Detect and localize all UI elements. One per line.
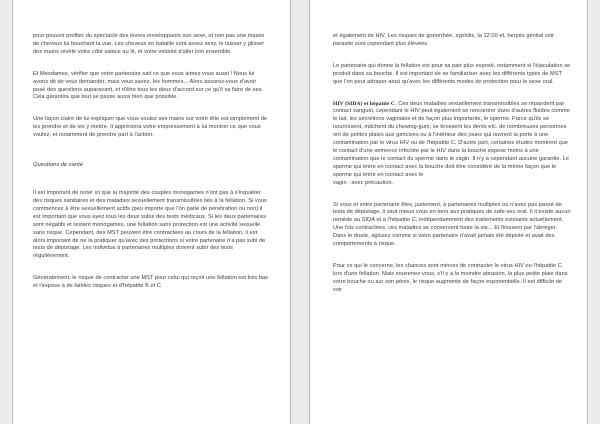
paragraph: Le partenaire qui donne la fellation est pour sa part plus exposé, notamment si l'éjaculation se produit dans sa bouche. Il est important de se familiariser avec les différents types de MST que l'on peut attraper ainsi qu'avec les différents modes de protection pour le sexe oral. [333, 62, 571, 85]
left-page [12, 0, 291, 424]
paragraph: Et Mesdames, vérifier que votre partenaire sait ce que vous aimez vous aussi ! Nous lui avons dit de vous demander, mais vous savez, les hommes... Alors assurez-vous d'avoir posé des questions auparavant, et d'être tous les deux d'accord sur ce qu'il va faire de ses. Cela garantira que tout se passe aussi bien que possible. [33, 70, 264, 101]
paragraph-body: . Ces deux maladies sexuellement transmissibles se répandent par contact sanguin, cependant le HIV peut également se rencontrer dans d'autres fluides comme le lait, les sécrétions vaginales et de façon plus importante, le sperme. Parce qu'ils se nourrissent, mâchent du chewing-gum, se brossent les dents etc. de nombreuses personnes ont de petites plaies aux gencives ou à l'intérieur des joues qui ouvrent la porte à une contamination par le virus HIV ou de l'hépatite C. D'autre part, certaines études montrent que le contact d'une semence infectée par le HIV dans la bouche expose moins à une contamination que le contact du sperme dans le vagin. Il n'y a cependant aucune garantie. Le sperme qui entre en contact avec la bouche doit être considéré de la même façon que le sperme qui entre en contact avec le [333, 100, 570, 178]
paragraph: pour pouvoir profiter du spectacle des lèvres enveloppants son sexe, et non pas une masse de cheveux lui bouchant la vue. Les cheveux en bataille sont assez sexy, le laisser y glisser des mains révèle votre côté salace au lit, et votre volonté d'aller loin ensemble. [33, 33, 265, 55]
right-page [309, 0, 588, 424]
paragraph: Généralement, le risque de contracter une MST pour celui qui reçoit une fellation est très bas et l'expose à de faibles risques et d'hépatite B et C [33, 275, 268, 290]
right-page-content [310, 0, 587, 295]
paragraph: Il est important de noter ici que la majorité des couples monogames n'ont pas à s'inquiéter des risques sanitaires et des maladies sexuellement transmissibles liés à la fellation. Si vous commencez à être sexuellement actifs (peu importe que l'on parle de pénétration ou non) il est important que vous ayez tous les deux subis des tests médicaux. Si les deux partenaires sont négatifs et restent monogames, une fellation sans protection est une activité sexuelle sans risque. Cependant, des MST peuvent être contractées au cours de la fellation, il est alors important de ne la pratiquer qu'avec des protections si votre partenaire n'a pas subi de tests de dépistage. Les individus à partenaires multiples doivent subir des tests régulièrement. [33, 190, 267, 260]
paragraph [333, 101, 571, 188]
paragraph: Pour ce qui le concerne, les chances sont minces de contracter le virus HIV ou l'hépatite C lors d'une fellation. Mais souvenez-vous, s'il y a la moindre abrasion, la plus petite plaie dans votre bouche ou sur son pénis, le risque augmente de façon exponentielle. Il est difficile de voir [333, 262, 568, 293]
bold-lead-heading: HIV (SIDA) et hépatite C [333, 100, 396, 107]
paragraph: Une façon claire de lui expliquer que vous voulez ses mains sur votre tête est simplement de les prendre et de les y mettre. Il appréciera votre empressement à lui montrer ce que vous voulez, et notamment de prendre part à l'action. [33, 116, 268, 139]
left-page-content [13, 0, 290, 291]
paragraph: Si vous et votre partenaire êtes, justement, à partenaires multiples ou n'avez pas passé de tests de dépistage, il vaut mieux vous en tenir aux pratiques de safe-sex oral. Il n'existe aucun remède au SIDA et à l'hépatite C, indépendamment des traitements existants actuellement. Une fois contractées, ces maladies se conservent toute la vie... Et finissent par l'abréger. Dans le doute, agissez comme si votre partenaire n'avait jamais été dépisté et avait des comportements à risque. [333, 201, 571, 248]
paragraph-tail: vagin : avec précaution. [333, 179, 394, 186]
section-heading: Questions de santé [33, 162, 83, 169]
paragraph: et également de HIV. Les risques de gonorrhée, syphilis, la 12:00 et, herpès génital voir parasite sont cependant plus élevées. [333, 33, 554, 47]
